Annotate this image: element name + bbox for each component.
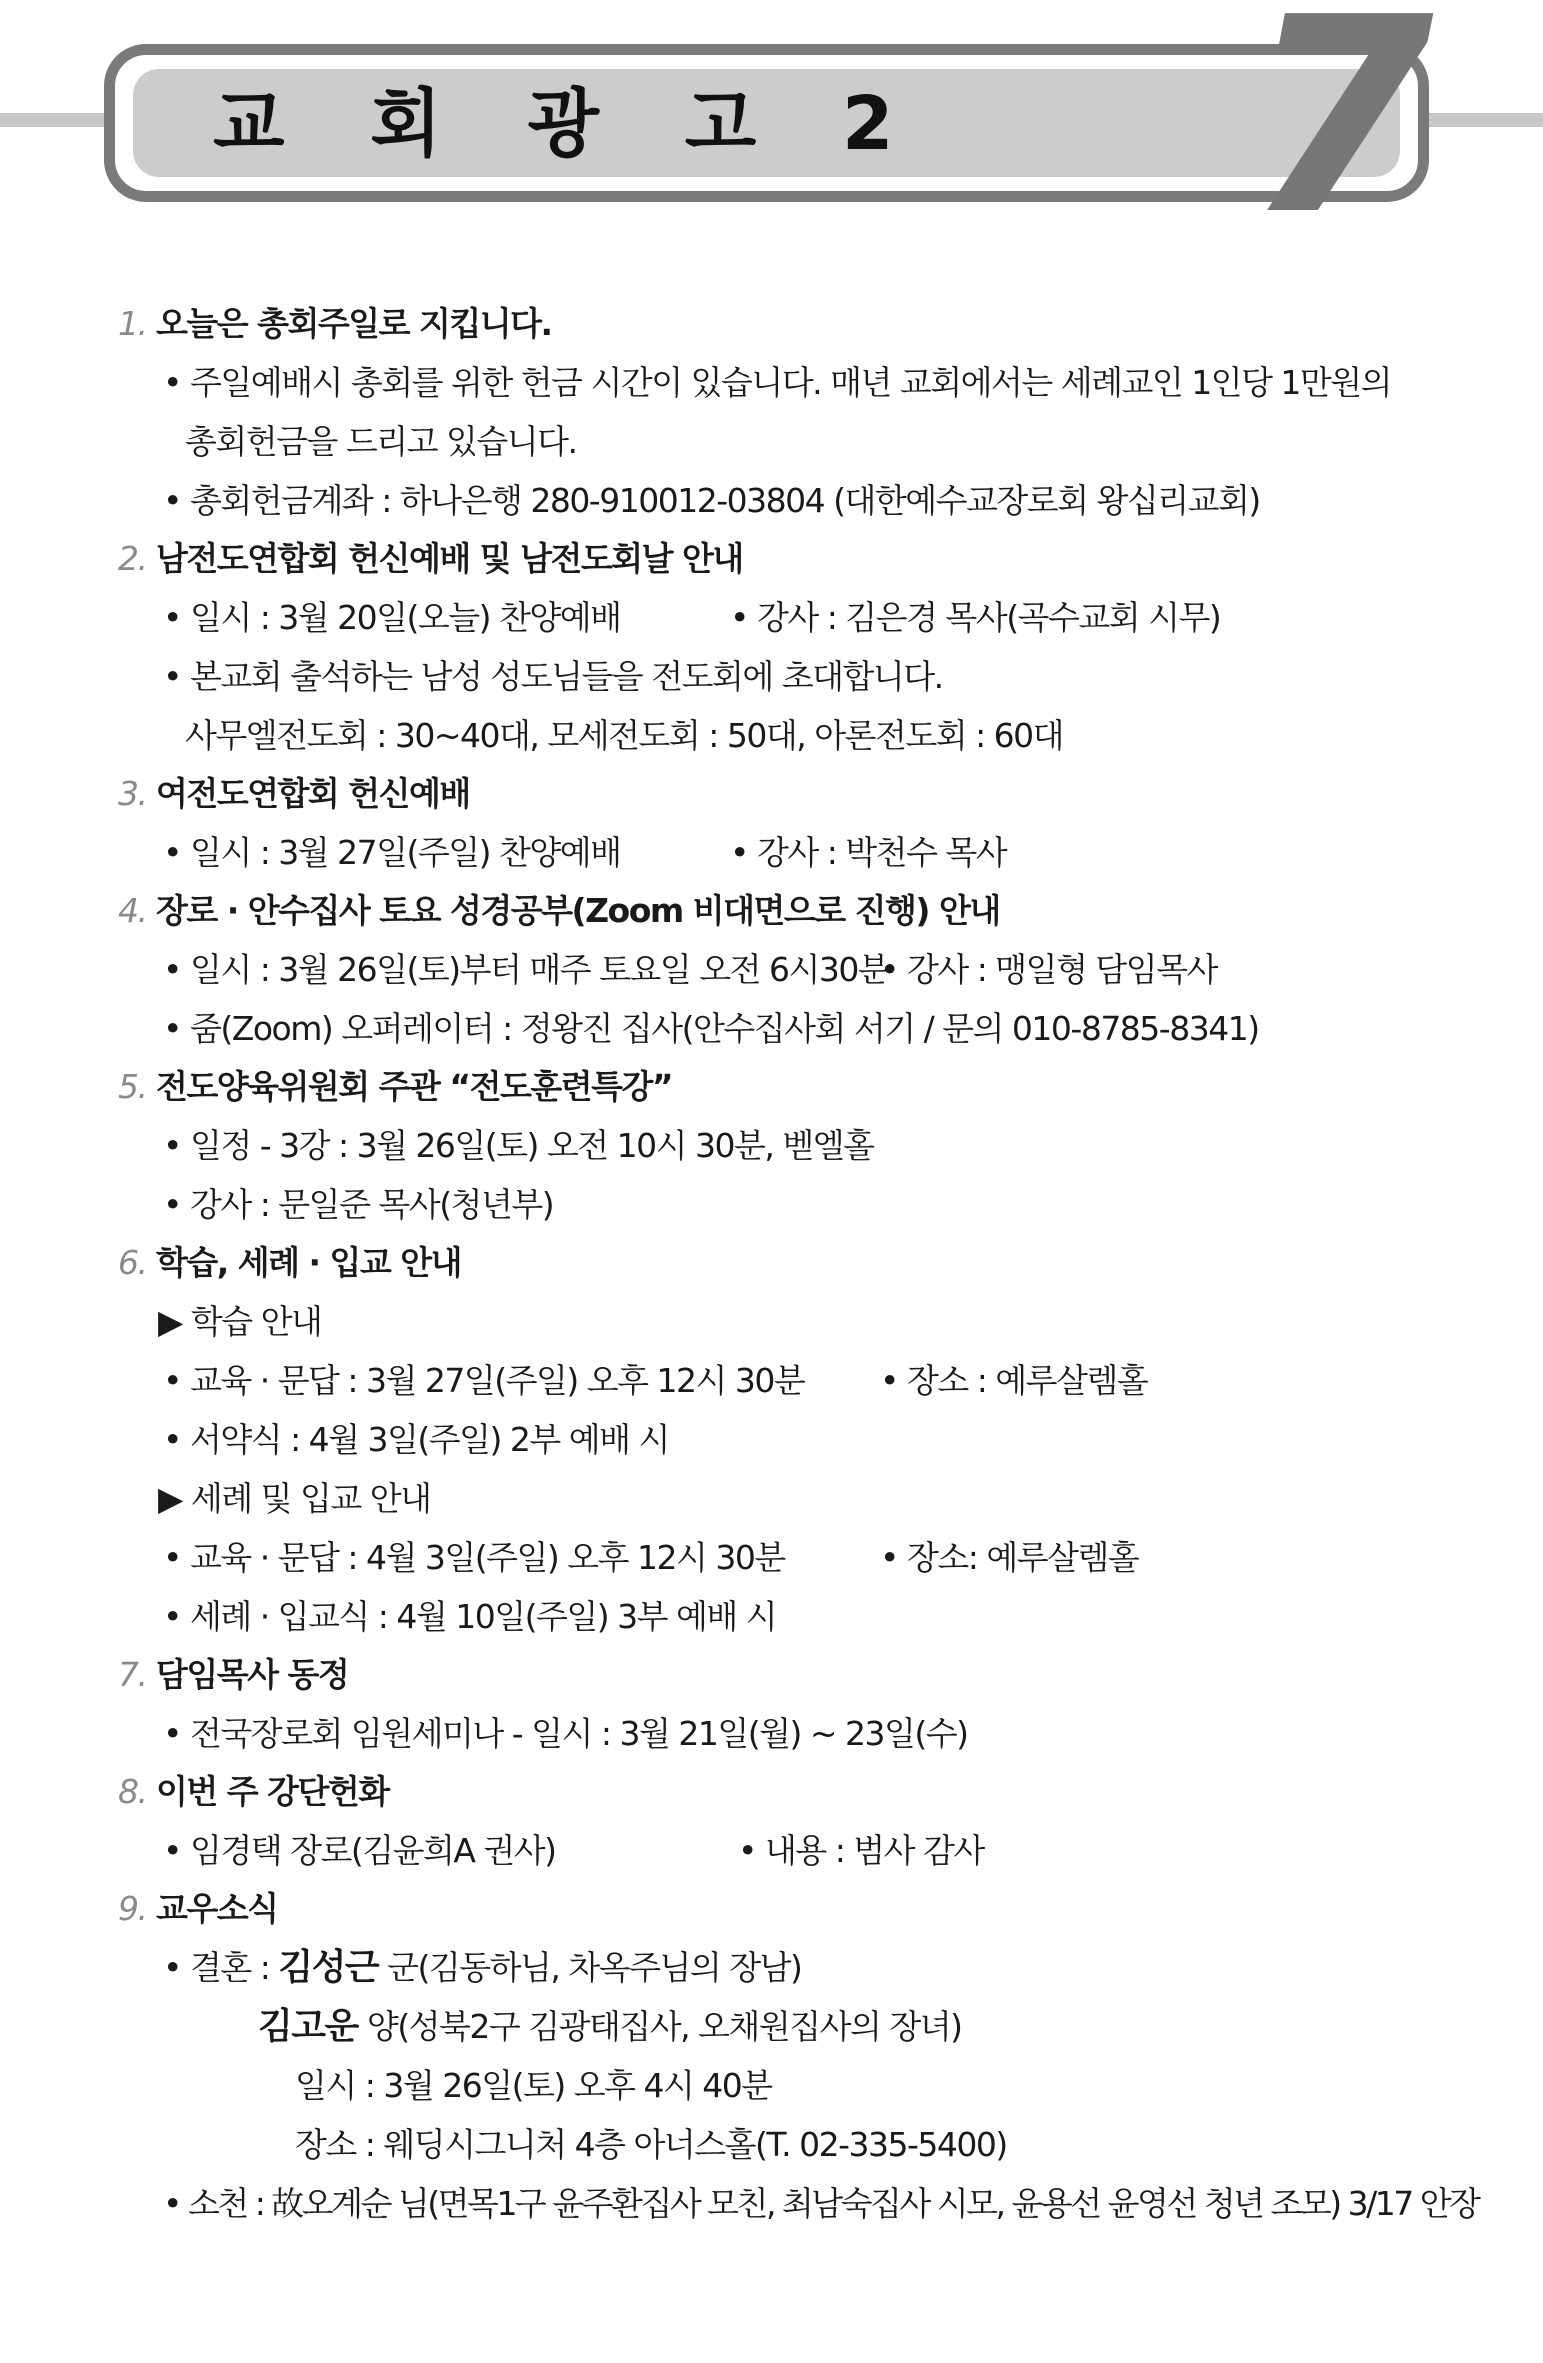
- item-line: • 내용 : 범사 감사: [738, 1831, 984, 1870]
- item-number: 7.: [118, 1655, 147, 1694]
- item-line: • 강사 : 박천수 목사: [730, 833, 1007, 872]
- item-line: • 장소 : 예루살렘홀: [880, 1361, 1148, 1400]
- wedding-line: [163, 1945, 801, 1991]
- item-heading-5: [118, 1064, 672, 1110]
- bride-name: 김고운: [258, 2006, 358, 2047]
- item-line: • 교육 · 문답 : 3월 27일(주일) 오후 12시 30분: [163, 1361, 805, 1400]
- item-line: • 임경택 장로(김윤희A 권사): [163, 1831, 556, 1870]
- item-line: • 일시 : 3월 27일(주일) 찬양예배: [163, 833, 621, 872]
- item-title: 담임목사 동정: [156, 1655, 349, 1694]
- title-banner: [104, 44, 1429, 202]
- item-heading-3: [118, 771, 470, 817]
- item-heading-4: [118, 888, 1000, 934]
- item-number: 5.: [118, 1067, 147, 1106]
- bride-line: [258, 2004, 961, 2050]
- wedding-venue: 장소 : 웨딩시그니처 4층 아너스홀(T. 02-335-5400): [295, 2125, 1007, 2164]
- item-line: • 일시 : 3월 20일(오늘) 찬양예배: [163, 598, 621, 637]
- item-number: 8.: [118, 1772, 147, 1811]
- item-line: ▶ 세례 및 입교 안내: [158, 1479, 431, 1518]
- item-line: • 강사 : 맹일형 담임목사: [880, 950, 1217, 989]
- item-title: 남전도연합회 헌신예배 및 남전도회날 안내: [156, 539, 743, 578]
- item-line: • 일시 : 3월 26일(토)부터 매주 토요일 오전 6시30분: [163, 950, 889, 989]
- page-title: 교 회 광 고 2: [213, 81, 924, 167]
- item-line: • 본교회 출석하는 남성 성도님들을 전도회에 초대합니다.: [163, 657, 943, 696]
- item-heading-7: [118, 1652, 348, 1698]
- item-number: 4.: [118, 891, 147, 930]
- item-line: • 줌(Zoom) 오퍼레이터 : 정왕진 집사(안수집사회 서기 / 문의 010-8785-8341): [163, 1009, 1259, 1048]
- item-title: 오늘은 총회주일로 지킵니다.: [156, 304, 552, 343]
- wedding-datetime: 일시 : 3월 26일(토) 오후 4시 40분: [295, 2066, 772, 2105]
- groom-name: 김성근: [278, 1947, 379, 1988]
- item-line: • 전국장로회 임원세미나 - 일시 : 3월 21일(월) ~ 23일(수): [163, 1714, 968, 1753]
- item-line: • 장소: 예루살렘홀: [880, 1538, 1139, 1577]
- groom-detail: 군(김동하님, 차옥주님의 장남): [378, 1948, 802, 1987]
- item-line: • 교육 · 문답 : 4월 3일(주일) 오후 12시 30분: [163, 1538, 785, 1577]
- page-number: 7: [1246, 0, 1434, 274]
- item-title: 전도양육위원회 주관 “전도훈련특강”: [156, 1067, 673, 1106]
- item-title: 학습, 세례 · 입교 안내: [156, 1243, 462, 1282]
- bride-detail: 양(성북2구 김광태집사, 오채원집사의 장녀): [357, 2007, 962, 2046]
- header-rule-right: [1420, 113, 1543, 127]
- item-line: 총회헌금을 드리고 있습니다.: [185, 422, 577, 461]
- item-line: • 주일예배시 총회를 위한 헌금 시간이 있습니다. 매년 교회에서는 세례교인 1인당 1만원의: [163, 363, 1392, 402]
- item-line: 사무엘전도회 : 30~40대, 모세전도회 : 50대, 아론전도회 : 60대: [185, 716, 1064, 755]
- wedding-label: • 결혼 :: [163, 1948, 279, 1987]
- item-heading-9: [118, 1886, 278, 1932]
- item-number: 2.: [118, 539, 147, 578]
- item-number: 1.: [118, 304, 147, 343]
- item-title: 교우소식: [156, 1889, 278, 1928]
- item-heading-6: [118, 1240, 461, 1286]
- item-heading-1: [118, 301, 552, 347]
- item-title: 여전도연합회 헌신예배: [156, 774, 470, 813]
- item-heading-8: [118, 1769, 389, 1815]
- item-line: • 강사 : 김은경 목사(곡수교회 시무): [730, 598, 1221, 637]
- title-banner-fill: [133, 69, 1400, 177]
- item-line: • 강사 : 문일준 목사(청년부): [163, 1185, 554, 1224]
- item-line: • 서약식 : 4월 3일(주일) 2부 예배 시: [163, 1420, 669, 1459]
- item-number: 9.: [118, 1889, 147, 1928]
- header-rule-left: [0, 113, 120, 127]
- item-heading-2: [118, 536, 743, 582]
- obituary-line: • 소천 : 故오계순 님(면목1구 윤주환집사 모친, 최남숙집사 시모, 윤용선 윤영선 청년 조모) 3/17 안장: [163, 2184, 1479, 2223]
- item-number: 6.: [118, 1243, 147, 1282]
- item-line: • 총회헌금계좌 : 하나은행 280-910012-03804 (대한예수교장로회 왕십리교회): [163, 481, 1260, 520]
- item-number: 3.: [118, 774, 147, 813]
- item-line: • 세례 · 입교식 : 4월 10일(주일) 3부 예배 시: [163, 1597, 777, 1636]
- item-line: ▶ 학습 안내: [158, 1302, 322, 1341]
- item-title: 이번 주 강단헌화: [156, 1772, 389, 1811]
- item-title: 장로 · 안수집사 토요 성경공부(Zoom 비대면으로 진행) 안내: [156, 891, 1000, 930]
- item-line: • 일정 - 3강 : 3월 26일(토) 오전 10시 30분, 벧엘홀: [163, 1126, 874, 1165]
